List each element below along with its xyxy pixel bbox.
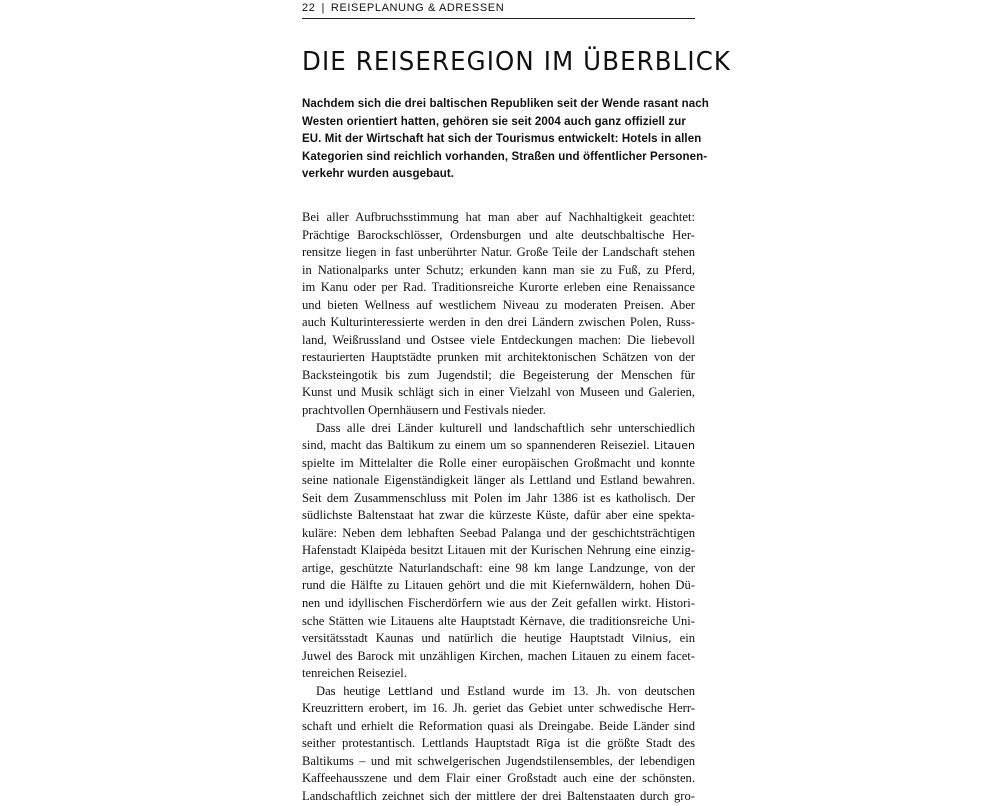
keyword-litauen: Litauen bbox=[654, 439, 695, 453]
text-fragment: ein bbox=[679, 631, 695, 646]
body-line: kuläre: Neben dem lebhaften Seebad Palanga und der geschichtsträchtigen bbox=[302, 525, 695, 540]
lead-line: verkehr wurden ausgebaut. bbox=[302, 168, 455, 181]
body-line: Seit dem Zusammenschluss mit Polen im Jahr 1386 ist es katholisch. Der bbox=[302, 490, 695, 505]
body-line: Kunst und Musik schlägt sich in einer Vielzahl von Museen und Galerien, bbox=[302, 385, 695, 400]
body-line: schaft und erhielt die Reformation quasi als Dreingabe. Beide Länder sind bbox=[302, 718, 695, 733]
section-title: REISEPLANUNG & ADRESSEN bbox=[330, 2, 505, 14]
body-line: nen und idyllischen Fischerdörfern wie aus der Zeit gefallen wirkt. Histori- bbox=[302, 596, 695, 610]
keyword-riga: Rīga bbox=[536, 737, 561, 751]
text-fragment: versitätsstadt Kaunas und natürlich die heutige Hauptstadt bbox=[302, 631, 625, 646]
body-line bbox=[302, 437, 695, 455]
body-line: südlichste Baltenstaat hat zwar die kürzeste Küste, dafür aber eine spekta- bbox=[302, 508, 695, 523]
body-line: im Kanu oder per Rad. Traditionsreiche Kurorte erleben eine Renaissance bbox=[302, 280, 695, 295]
body-line: rund die Hälfte zu Litauen gehört und die mit Kiefernwäldern, hohen Dü- bbox=[302, 578, 695, 593]
body-line: und bieten Wellness auf westlichem Niveau zu moderaten Preisen. Aber bbox=[302, 297, 695, 312]
body-line: seine nationale Eigenständigkeit länger als Lettland und Estland bewahren. bbox=[302, 473, 695, 488]
body-line: land, Weißrussland und Ostsee viele Entdeckungen machen: Die liebevoll bbox=[302, 332, 695, 347]
body-line: auch Kulturinteressierte werden in den drei Ländern zwischen Polen, Russ- bbox=[302, 315, 695, 330]
text-fragment: ist die größte Stadt des bbox=[566, 736, 695, 751]
header-separator: | bbox=[321, 2, 325, 14]
body-line: Bei aller Aufbruchsstimmung hat man aber auf Nachhaltigkeit geachtet: bbox=[302, 209, 695, 224]
body-line bbox=[302, 735, 695, 753]
lead-line: EU. Mit der Wirtschaft hat sich der Tourismus entwickelt: Hotels in allen bbox=[302, 133, 702, 146]
lead-line: Kategorien sind reichlich vorhanden, Straßen und öffentlicher Personen- bbox=[302, 150, 708, 163]
body-line: Kaffeehausszene und dem Flair einer Großstadt auch eine der schönsten. bbox=[302, 771, 695, 786]
body-line: Kreuzrittern erobert, im 16. Jh. geriet das Gebiet unter schwedische Herr- bbox=[302, 701, 695, 716]
body-line: spielte im Mittelalter die Rolle einer europäischen Großmacht und konnte bbox=[302, 455, 695, 470]
lead-line: Nachdem sich die drei baltischen Republiken seit der Wende rasant nach bbox=[302, 98, 709, 110]
lead-line: Westen orientiert hatten, gehören sie seit 2004 auch ganz offiziell zur bbox=[302, 115, 686, 128]
text-fragment: seither protestantisch. Lettlands Hauptstadt bbox=[302, 736, 530, 751]
body-line: artige, geschützte Naturlandschaft: eine 98 km lange Landzunge, von der bbox=[302, 560, 695, 575]
lead-paragraph bbox=[302, 96, 709, 184]
body-line: prachtvollen Opernhäusern und Festivals nieder. bbox=[302, 402, 546, 417]
body-line bbox=[302, 683, 695, 701]
running-header bbox=[302, 0, 695, 19]
body-line: tenreichen Reiseziel. bbox=[302, 666, 407, 681]
body-line: Baltikums – und mit schwelgerischen Jugendstilensembles, der lebendigen bbox=[302, 753, 695, 768]
body-line: rensitze liegen in fast unberührter Natur. Große Teile der Landschaft stehen bbox=[302, 245, 695, 260]
body-text bbox=[302, 209, 695, 806]
keyword-vilnius: Vilnius, bbox=[632, 632, 672, 646]
page-number: 22 bbox=[302, 2, 316, 14]
body-line: Dass alle drei Länder kulturell und landschaftlich sehr unterschiedlich bbox=[316, 420, 695, 435]
body-line: Juwel des Barock mit unzähligen Kirchen, machen Litauen zu einem facet- bbox=[302, 648, 695, 663]
body-line: restaurierten Hauptstädte prunken mit architektonischen Schätzen von der bbox=[302, 350, 695, 365]
body-line: in Nationalparks unter Schutz; erkunden kann man sie zu Fuß, zu Pferd, bbox=[302, 262, 695, 277]
body-line: Prächtige Barockschlösser, Ordensburgen und alte deutschbaltische Her- bbox=[302, 227, 695, 242]
text-fragment: sind, macht das Baltikum zu einem um so spannenderen Reiseziel. bbox=[302, 438, 650, 453]
body-line bbox=[302, 630, 695, 648]
text-fragment: und Estland wurde im 13. Jh. von deutschen bbox=[440, 683, 696, 698]
keyword-lettland: Lettland bbox=[387, 684, 434, 698]
body-line: Hafenstadt Klaipėda besitzt Litauen mit der Kurischen Nehrung eine einzig- bbox=[302, 543, 695, 558]
text-fragment: Das heutige bbox=[316, 683, 381, 698]
body-line: Backsteingotik bis zum Jugendstil; die Begeisterung der Menschen für bbox=[302, 367, 695, 382]
body-line: sche Stätten wie Litauens alte Hauptstadt Kėrnave, die traditionsreiche Uni- bbox=[302, 613, 695, 628]
book-page bbox=[302, 0, 732, 806]
chapter-title: DIE REISEREGION IM ÜBERBLICK bbox=[302, 47, 732, 77]
body-line: Landschaftlich zeichnet sich der mittlere der drei Baltenstaaten durch gro- bbox=[302, 789, 695, 804]
